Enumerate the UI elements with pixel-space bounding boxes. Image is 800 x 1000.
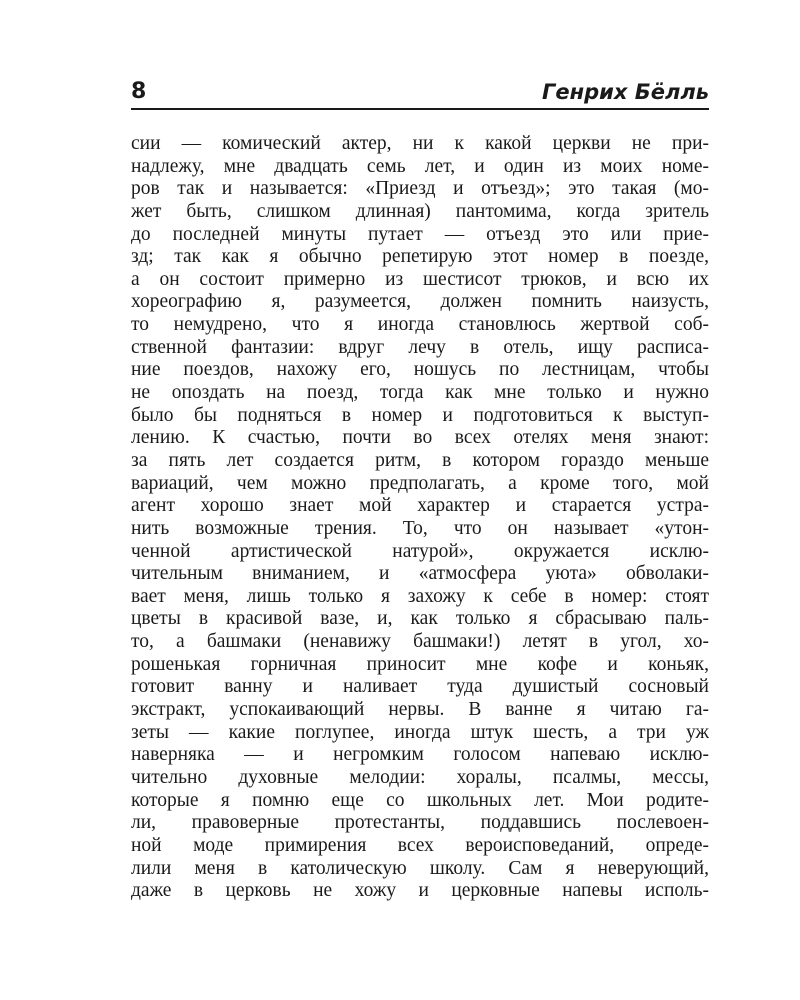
text-line: лили меня в католическую школу. Сам я неверующий, <box>131 857 709 879</box>
text-line: зеты — какие поглупее, иногда штук шесть, а три уж <box>131 721 709 743</box>
text-line: чительным вниманием, и «атмосфера уюта» обволаки- <box>131 563 709 585</box>
book-author: Генрих Бёлль <box>541 80 709 104</box>
text-line: наверняка — и негромким голосом напеваю исклю- <box>131 744 709 766</box>
text-line: хореографию я, разумеется, должен помнить наизусть, <box>131 291 709 313</box>
text-line: цветы в красивой вазе, и, как только я сбрасываю паль- <box>131 608 709 630</box>
text-line: которые я помню еще со школьных лет. Мои родите- <box>131 789 709 811</box>
running-head <box>131 76 709 110</box>
text-line: было бы подняться в номер и подготовиться к выступ- <box>131 404 709 426</box>
text-line: ние поездов, нахожу его, ношусь по лестницам, чтобы <box>131 359 709 381</box>
text-line: не опоздать на поезд, тогда как мне только и нужно <box>131 382 709 404</box>
text-line: ной моде примирения всех вероисповеданий, опреде- <box>131 834 709 856</box>
text-line: надлежу, мне двадцать семь лет, и один из моих номе- <box>131 155 709 177</box>
text-line: рошенькая горничная приносит мне кофе и коньяк, <box>131 653 709 675</box>
text-line: ственной фантазии: вдруг лечу в отель, ищу расписа- <box>131 336 709 358</box>
header-rule <box>131 108 709 110</box>
text-line: агент хорошо знает мой характер и старается устра- <box>131 495 709 517</box>
body-text <box>131 133 709 903</box>
text-line: то, а башмаки (ненавижу башмаки!) летят в угол, хо- <box>131 631 709 653</box>
text-line: жет быть, слишком длинная) пантомима, когда зритель <box>131 200 709 222</box>
text-line: чительно духовные мелодии: хоралы, псалмы, мессы, <box>131 766 709 788</box>
text-line: ров так и называется: «Приезд и отъезд»; это такая (мо- <box>131 178 709 200</box>
text-line: сии — комический актер, ни к какой церкви не при- <box>131 133 709 154</box>
text-line: лению. К счастью, почти во всех отелях меня знают: <box>131 427 709 449</box>
text-line: ли, правоверные протестанты, поддавшись послевоен- <box>131 812 709 834</box>
text-line: даже в церковь не хожу и церковные напевы исполь- <box>131 880 709 902</box>
text-line: ченной артистической натурой», окружается исклю- <box>131 540 709 562</box>
text-line: зд; так как я обычно репетирую этот номер в поезде, <box>131 246 709 268</box>
page-number: 8 <box>131 79 147 104</box>
text-line: вариаций, чем можно предполагать, а кроме того, мой <box>131 472 709 494</box>
text-line: нить возможные трения. То, что он называет «утон- <box>131 517 709 539</box>
text-line: готовит ванну и наливает туда душистый сосновый <box>131 676 709 698</box>
text-line: а он состоит примерно из шестисот трюков, и всю их <box>131 268 709 290</box>
text-line: за пять лет создается ритм, в котором гораздо меньше <box>131 449 709 471</box>
text-line: экстракт, успокаивающий нервы. В ванне я читаю га- <box>131 699 709 721</box>
text-line: вает меня, лишь только я захожу к себе в номер: стоят <box>131 585 709 607</box>
text-line: то немудрено, что я иногда становлюсь жертвой соб- <box>131 314 709 336</box>
text-line: до последней минуты путает — отъезд это или прие- <box>131 223 709 245</box>
